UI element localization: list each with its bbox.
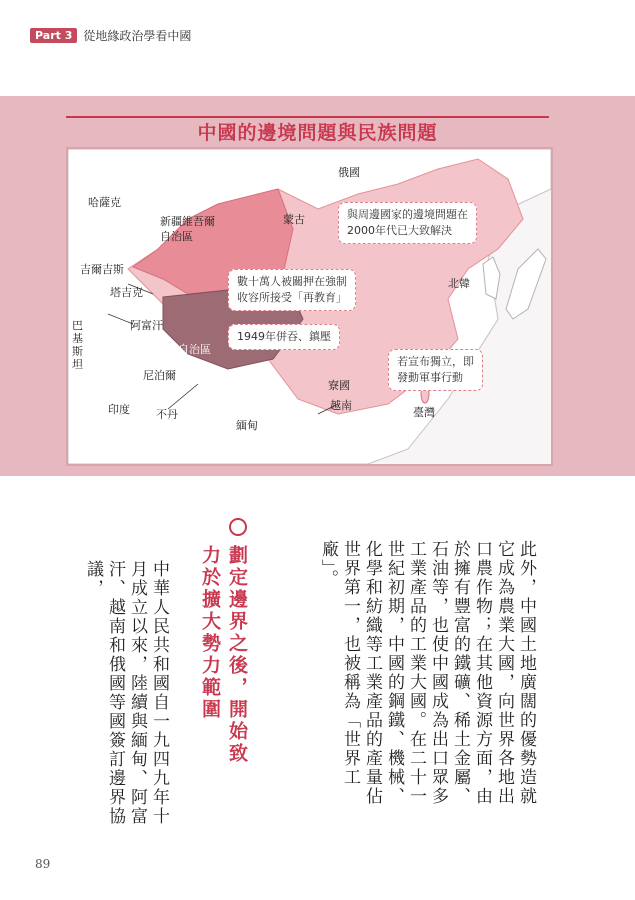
label-taiwan: 臺灣 — [413, 406, 435, 419]
label-tibet: 西藏自治區 — [156, 343, 211, 356]
label-russia: 俄國 — [338, 166, 360, 179]
chapter-title: 從地緣政治學看中國 — [83, 28, 192, 43]
callout-borders: 與周邊國家的邊境問題在 2000年代已大致解決 — [338, 202, 477, 244]
label-myanmar: 緬甸 — [236, 419, 258, 432]
callout-taiwan: 若宣布獨立，即 發動軍事行動 — [388, 349, 483, 391]
body-paragraph-1: 此外，中國土地廣闊的優勢造就它成為農業大國，向世界各地出口農作物；在其他資源方面，由於擁有豐富的鐵礦、稀土金屬、石油等，也使中國成為出口眾多工業產品的工業大國。在二十一世紀初期，中國的鋼鐵、機械、化學和紡織等工業產品的產量佔世界第一，也被稱為「世界工廠」。 — [318, 540, 536, 806]
label-india: 印度 — [108, 403, 130, 416]
section-heading: 劃定邊界之後，開始致力於擴大勢力範圍 — [199, 545, 248, 765]
body-paragraph-2: 中華人民共和國自一九四九年十月成立以來，陸續與緬甸、阿富汗、越南和俄國等國簽訂邊界協議， — [83, 560, 169, 826]
running-header — [30, 26, 191, 44]
label-xinjiang: 新疆維吾爾 自治區 — [160, 215, 215, 243]
label-north-korea: 北韓 — [448, 277, 470, 290]
label-mongolia: 蒙古 — [283, 213, 305, 226]
callout-uyghur: 數十萬人被關押在強制 收容所接受「再教育」 — [228, 269, 356, 311]
korea-peninsula — [483, 257, 500, 299]
japan-islands — [506, 249, 546, 319]
label-laos: 寮國 — [328, 379, 350, 392]
callout-tibet: 1949年併吞、鎮壓 — [228, 324, 340, 350]
map-frame — [66, 147, 553, 466]
lightbulb-icon — [229, 518, 247, 536]
label-kyrgyzstan: 吉爾吉斯 — [80, 263, 124, 276]
label-nepal: 尼泊爾 — [143, 369, 176, 382]
label-tajikistan: 塔吉克 — [110, 286, 143, 299]
label-pakistan: 巴基斯坦 — [72, 319, 83, 371]
label-kazakhstan: 哈薩克 — [88, 196, 121, 209]
map-title: 中國的邊境問題與民族問題 — [197, 122, 438, 144]
part-badge: Part 3 — [30, 28, 77, 43]
label-afghanistan: 阿富汗 — [130, 319, 163, 332]
label-vietnam: 越南 — [330, 399, 352, 412]
label-bhutan: 不丹 — [156, 408, 178, 421]
page-number: 89 — [35, 857, 51, 871]
